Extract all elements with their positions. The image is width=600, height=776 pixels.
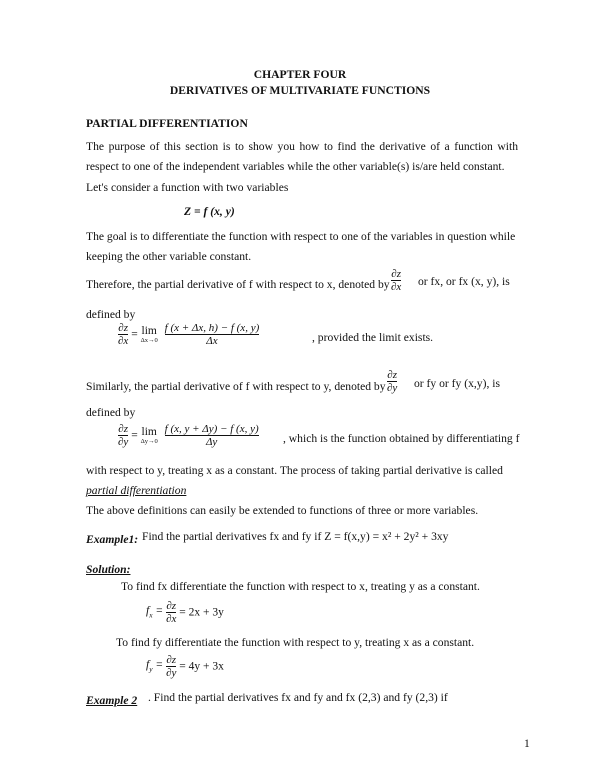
partial-x-notation: $\frac{\partial z}{\partial x}$: [391, 268, 402, 293]
partial-x-lead: Therefore, the partial derivative of f with respect to x, denoted by: [86, 278, 390, 291]
partial-differentiation-term: partial differentiation: [86, 484, 187, 497]
intro-line-3: Let's consider a function with two variables: [86, 181, 289, 194]
partial-y-def-tail: , which is the function obtained by differentiating f: [283, 432, 520, 445]
partial-y-lead: Similarly, the partial derivative of f with respect to y, denoted by: [86, 380, 386, 393]
intro-line-2: respect to one of the independent variables while the other variable(s) is/are held constant.: [86, 160, 505, 173]
provided-text: , provided the limit exists.: [312, 331, 434, 344]
goal-line-1: The goal is to differentiate the function with respect to one of the variables in question while: [86, 230, 516, 243]
section-title: PARTIAL DIFFERENTIATION: [86, 117, 248, 130]
partial-y-tail: or fy or fy (x,y), is: [414, 377, 500, 390]
fx-result: = 2x + 3y: [179, 606, 224, 619]
example2-text: . Find the partial derivatives fx and fy and fx (2,3) and fy (2,3) if: [148, 691, 448, 704]
example1-text: Find the partial derivatives fx and fy if Z = f(x,y) = x² + 2y² + 3xy: [142, 530, 449, 543]
function-equation: Z = f (x, y): [184, 205, 235, 218]
page-number: 1: [524, 737, 530, 750]
defined-by-2: defined by: [86, 406, 136, 419]
goal-line-2: keeping the other variable constant.: [86, 250, 252, 263]
example2-label: Example 2: [86, 694, 138, 707]
chapter-label: CHAPTER FOUR: [253, 68, 347, 81]
partial-y-notation: $\frac{\partial z}{\partial y}$: [387, 369, 398, 394]
partial-x-tail: or fx, or fx (x, y), is: [418, 275, 510, 288]
fy-result: = 4y + 3x: [179, 660, 224, 673]
chapter-title: DERIVATIVES OF MULTIVARIATE FUNCTIONS: [169, 84, 431, 97]
fy-instruction: To find fy differentiate the function with respect to y, treating x as a constant.: [116, 636, 475, 649]
partial-y-definition: $\frac{\partial z}{\partial y}$ = lim Δy→0 $\frac{f (x, y + \Delta y) - f (x, y)}{\Delta y}$: [118, 423, 259, 448]
wrt-line: with respect to y, treating x as a constant. The process of taking partial derivative is called: [86, 464, 503, 477]
example1-label: Example1:: [86, 533, 139, 546]
extend-line: The above definitions can easily be extended to functions of three or more variables.: [86, 504, 479, 517]
fy-equation: $f_y$ = $\frac{\partial z}{\partial y}$ = 4y + 3x: [146, 654, 224, 679]
intro-line-1: The purpose of this section is to show you how to find the derivative of a function with: [86, 140, 518, 153]
solution-label: Solution:: [86, 563, 131, 576]
defined-by-1: defined by: [86, 308, 136, 321]
partial-x-definition: $\frac{\partial z}{\partial x}$ = lim Δx→0 $\frac{f (x + \Delta x, h) - f (x, y)}{\Delta x}$: [118, 322, 260, 347]
fx-instruction: To find fx differentiate the function with respect to x, treating y as a constant.: [121, 580, 480, 593]
fx-equation: $f_x$ = $\frac{\partial z}{\partial x}$ = 2x + 3y: [146, 600, 224, 625]
